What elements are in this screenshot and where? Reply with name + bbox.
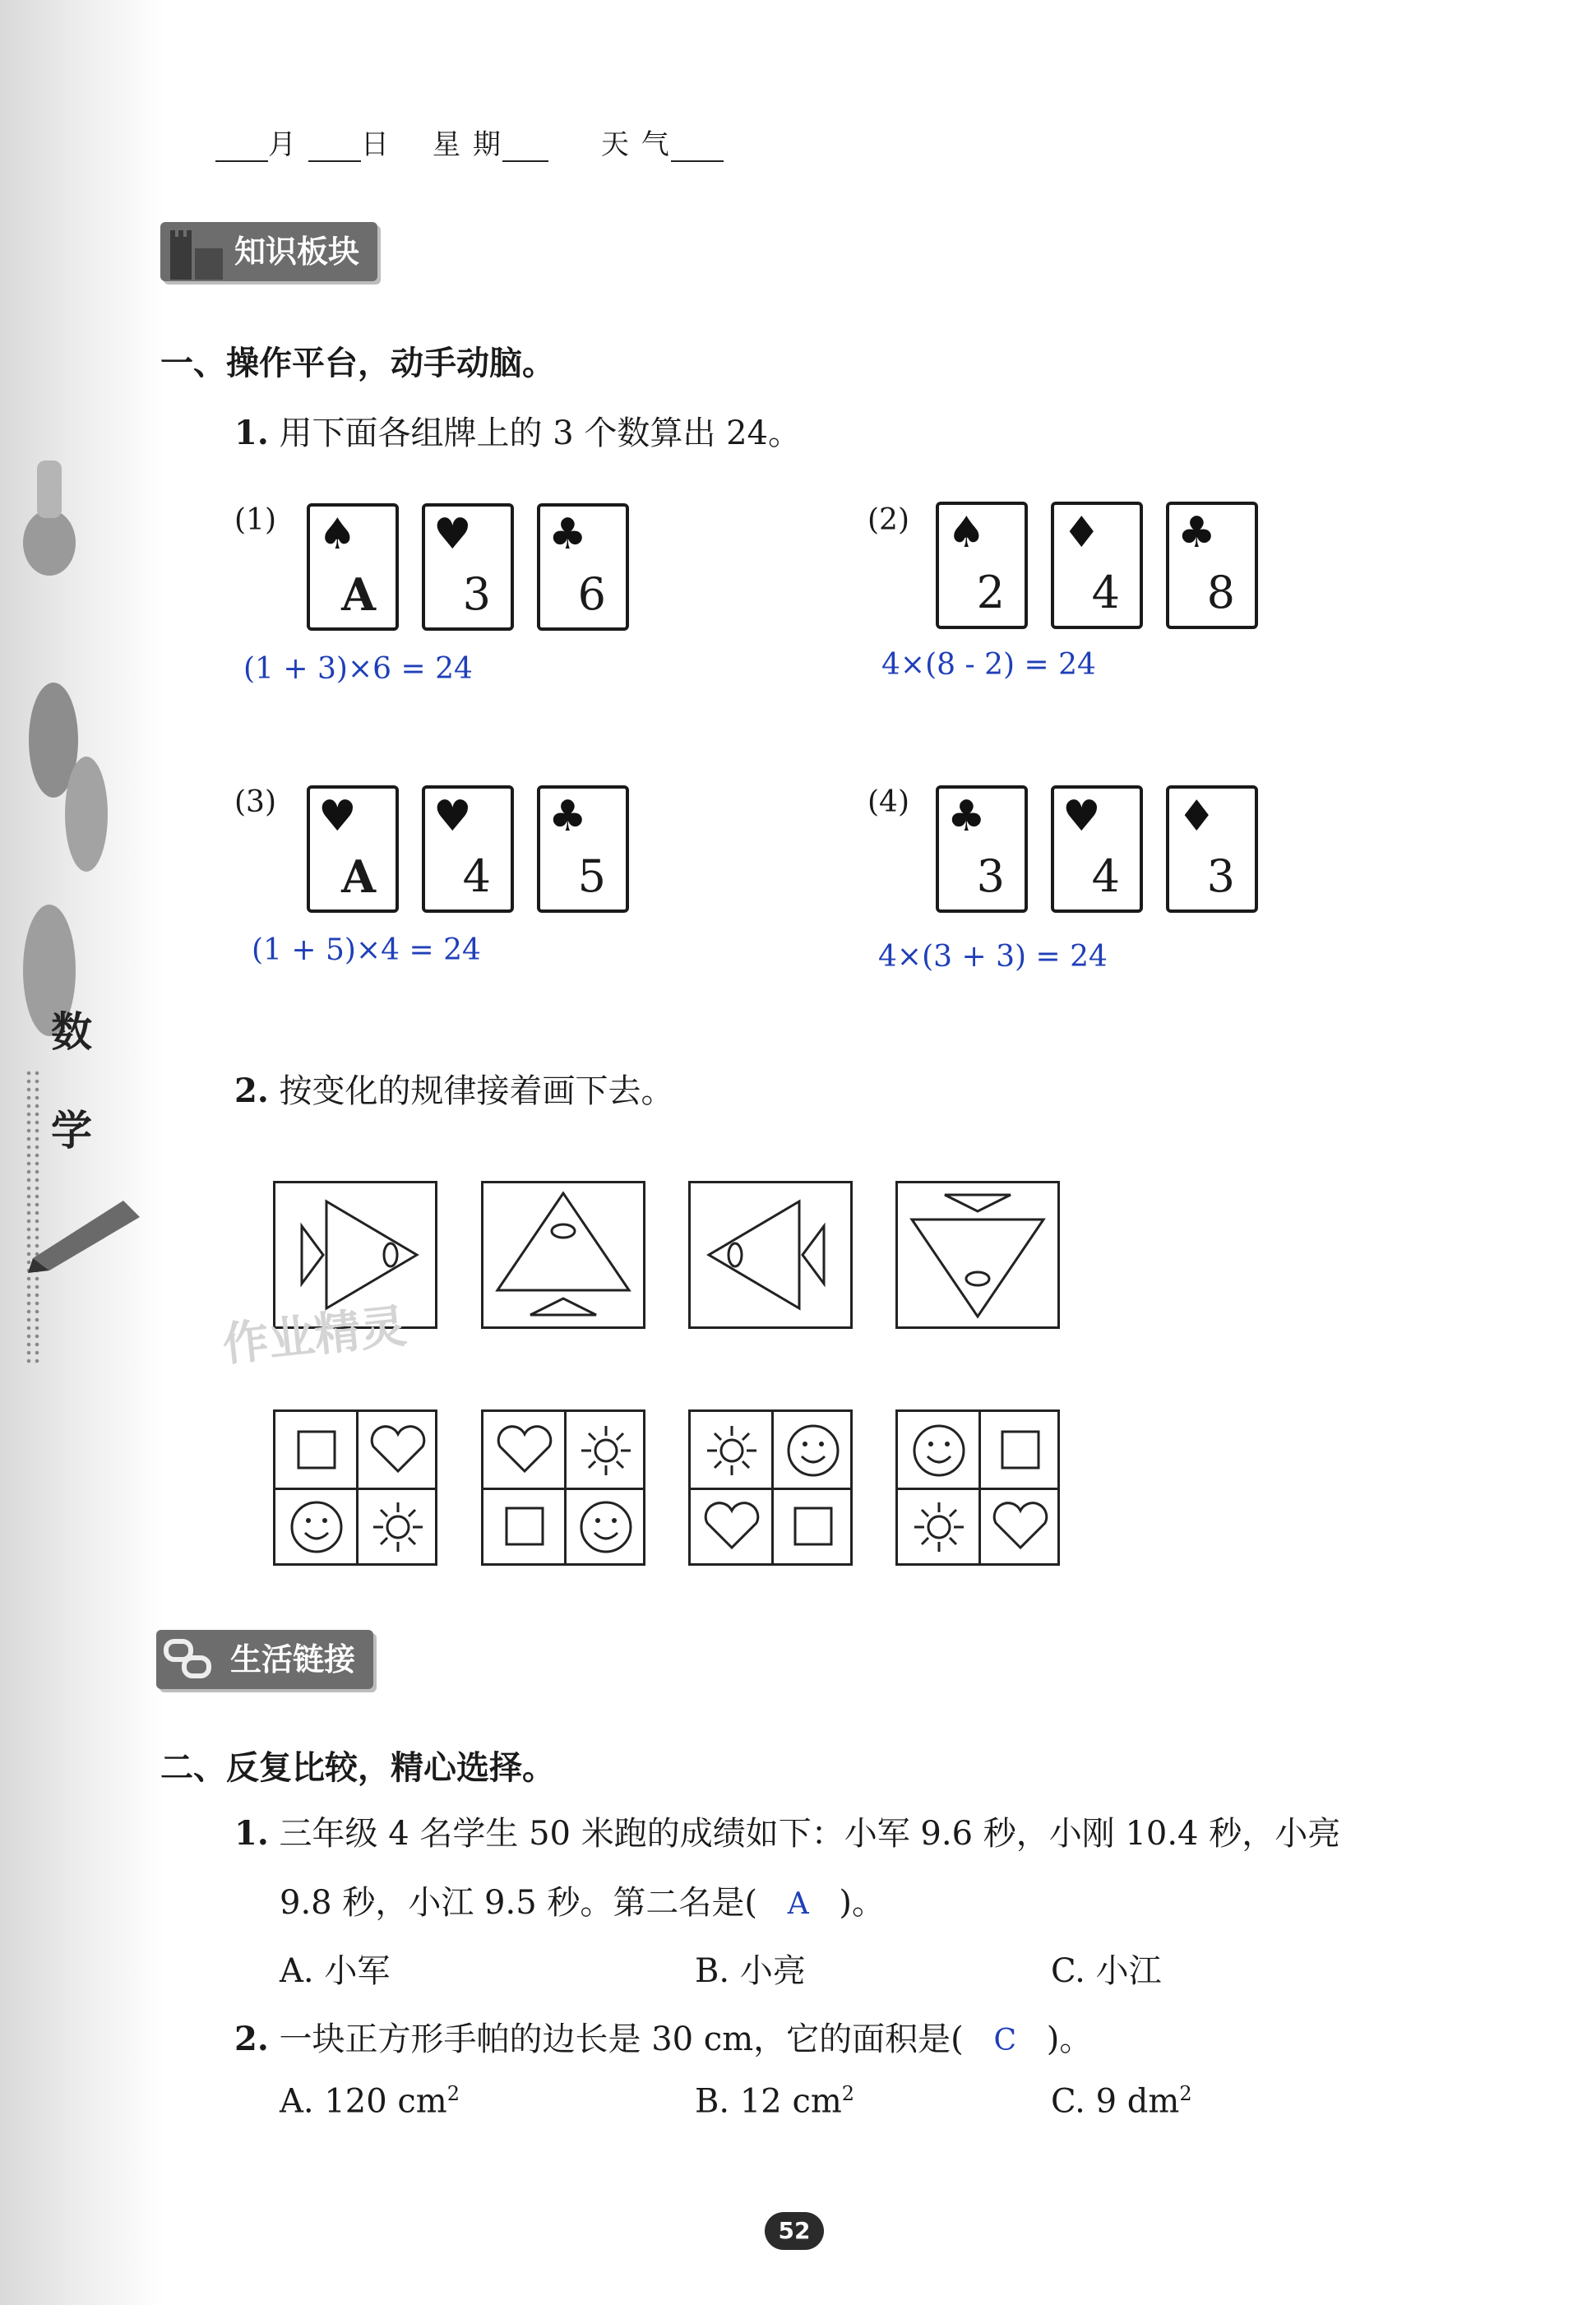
card-value: 4 xyxy=(1091,850,1120,902)
sun-icon xyxy=(900,1490,978,1564)
question-text: 按变化的规律接着画下去。 xyxy=(279,1072,674,1110)
diamond-icon: ♦ xyxy=(1177,792,1216,841)
question-number: 2. xyxy=(234,1072,269,1110)
smiley-icon xyxy=(900,1414,978,1488)
playing-card xyxy=(936,502,1028,629)
option-b xyxy=(695,2082,854,2120)
lamp-decoration-icon xyxy=(12,444,86,584)
pattern-box-fish-left xyxy=(688,1181,853,1329)
question-2-2 xyxy=(234,2013,1092,2060)
heart-icon: ♥ xyxy=(318,792,357,841)
fish-shape-icon xyxy=(898,1183,1057,1326)
spade-icon: ♠ xyxy=(318,510,357,559)
sun-icon xyxy=(359,1490,437,1564)
header-weekday: 星 期 xyxy=(433,128,502,161)
playing-card xyxy=(537,503,629,631)
card-set-label: (1) xyxy=(234,503,276,537)
diamond-icon: ♦ xyxy=(1062,508,1101,558)
page-number: 52 xyxy=(765,2212,824,2250)
question-text: 三年级 4 名学生 50 米跑的成绩如下：小军 9.6 秒，小刚 10.4 秒，小亮 xyxy=(279,1815,1341,1853)
spade-icon: ♠ xyxy=(947,508,986,558)
playing-card xyxy=(307,785,399,913)
card-value: 2 xyxy=(976,567,1005,618)
handwritten-answer: 4×(8 - 2) = 24 xyxy=(881,648,1096,682)
handwritten-answer: (1 + 3)×6 = 24 xyxy=(243,652,473,686)
sun-icon xyxy=(692,1414,771,1488)
option-c: C. 小江 xyxy=(1051,1952,1162,1990)
pattern-grid-3 xyxy=(688,1409,853,1566)
sidebar-subject-char-2: 学 xyxy=(51,1107,92,1155)
square-icon xyxy=(981,1414,1060,1488)
superscript-2: 2 xyxy=(841,2082,855,2105)
option-text: B. 12 cm xyxy=(695,2082,842,2121)
playing-card xyxy=(537,785,629,913)
card-value: 3 xyxy=(462,568,491,620)
question-text: 一块正方形手帕的边长是 30 cm，它的面积是( xyxy=(279,2020,964,2058)
question-2-1-line-1 xyxy=(234,1807,1340,1854)
card-value: 8 xyxy=(1206,567,1235,618)
card-value: 6 xyxy=(577,568,606,620)
question-text: )。 xyxy=(839,1884,886,1922)
question-text: 用下面各组牌上的 3 个数算出 24。 xyxy=(279,414,801,452)
question-2-1-line-2 xyxy=(280,1877,885,1923)
square-icon xyxy=(485,1490,564,1564)
club-icon: ♣ xyxy=(1177,508,1216,558)
heart-shape-icon xyxy=(692,1490,771,1564)
card-set-label: (2) xyxy=(867,503,909,537)
card-value: 3 xyxy=(976,850,1005,902)
smiley-icon xyxy=(277,1490,356,1564)
card-value: A xyxy=(341,568,376,621)
watermark-text: 作业精灵 xyxy=(220,1299,409,1372)
question-text: 9.8 秒，小江 9.5 秒。第二名是( xyxy=(280,1884,757,1922)
header-month: 月 xyxy=(268,128,298,161)
question-1-1 xyxy=(234,407,801,454)
question-number: 2. xyxy=(234,2020,269,2058)
card-value: 5 xyxy=(577,850,606,902)
card-set-label: (3) xyxy=(234,785,276,819)
section2-title: 二、反复比较，精心选择。 xyxy=(160,1749,555,1787)
square-icon xyxy=(277,1414,356,1488)
playing-card xyxy=(936,785,1028,913)
option-text: A. 120 cm xyxy=(280,2082,447,2121)
club-icon: ♣ xyxy=(548,510,587,559)
square-icon xyxy=(774,1490,853,1564)
handwritten-answer: (1 + 5)×4 = 24 xyxy=(252,933,481,967)
playing-card xyxy=(422,503,514,631)
option-a xyxy=(280,2082,460,2120)
playing-card xyxy=(307,503,399,631)
option-c xyxy=(1051,2082,1192,2120)
card-value: 3 xyxy=(1206,850,1235,902)
card-value: 4 xyxy=(462,850,491,902)
pattern-grid-1 xyxy=(273,1409,437,1566)
card-set-label: (4) xyxy=(867,785,909,819)
heart-shape-icon xyxy=(485,1414,564,1488)
sandals-icon xyxy=(21,674,111,888)
pattern-box-fish-down xyxy=(895,1181,1060,1329)
smiley-icon xyxy=(567,1490,645,1564)
heart-shape-icon xyxy=(359,1414,437,1488)
chain-link-icon xyxy=(161,1633,224,1686)
castle-icon xyxy=(165,224,228,280)
header-day: 日 xyxy=(360,128,391,161)
superscript-2: 2 xyxy=(446,2082,460,2105)
handwritten-choice: C xyxy=(993,2024,1017,2057)
question-number: 1. xyxy=(234,414,269,452)
header-weather: 天 气 xyxy=(600,128,671,161)
option-a: A. 小军 xyxy=(280,1952,391,1990)
club-icon: ♣ xyxy=(947,792,986,841)
playing-card xyxy=(1166,502,1258,629)
heart-icon: ♥ xyxy=(433,792,472,841)
question-1-2 xyxy=(234,1065,673,1112)
card-value: 4 xyxy=(1091,567,1120,618)
playing-card xyxy=(1051,785,1143,913)
section-tag-life-link xyxy=(156,1630,373,1689)
playing-card xyxy=(1166,785,1258,913)
club-icon: ♣ xyxy=(548,792,587,841)
pattern-box-fish-up xyxy=(481,1181,645,1329)
sun-icon xyxy=(567,1414,645,1488)
heart-shape-icon xyxy=(981,1490,1060,1564)
question-text: )。 xyxy=(1046,2020,1093,2058)
playing-card xyxy=(1051,502,1143,629)
card-value: A xyxy=(341,850,376,903)
date-weather-header xyxy=(215,122,724,162)
fish-shape-icon xyxy=(691,1183,850,1326)
handwritten-answer: 4×(3 + 3) = 24 xyxy=(878,940,1108,974)
pencil-icon xyxy=(25,1184,148,1275)
playing-card xyxy=(422,785,514,913)
heart-icon: ♥ xyxy=(1062,792,1101,841)
section-tag-label: 知识板块 xyxy=(234,234,360,270)
option-b: B. 小亮 xyxy=(695,1952,806,1990)
option-text: C. 9 dm xyxy=(1051,2082,1180,2121)
sidebar-subject-char-1: 数 xyxy=(51,1008,92,1056)
superscript-2: 2 xyxy=(1179,2082,1192,2105)
question-number: 1. xyxy=(234,1814,269,1853)
section-tag-label: 生活链接 xyxy=(230,1641,356,1678)
fish-shape-icon xyxy=(483,1183,643,1326)
heart-icon: ♥ xyxy=(433,510,472,559)
decorative-sidebar xyxy=(0,0,164,2305)
section-tag-knowledge xyxy=(160,222,377,281)
pattern-grid-4 xyxy=(895,1409,1060,1566)
pattern-grid-2 xyxy=(481,1409,645,1566)
handwritten-choice: A xyxy=(787,1887,809,1921)
smiley-icon xyxy=(774,1414,853,1488)
section1-title: 一、操作平台，动手动脑。 xyxy=(160,345,555,382)
